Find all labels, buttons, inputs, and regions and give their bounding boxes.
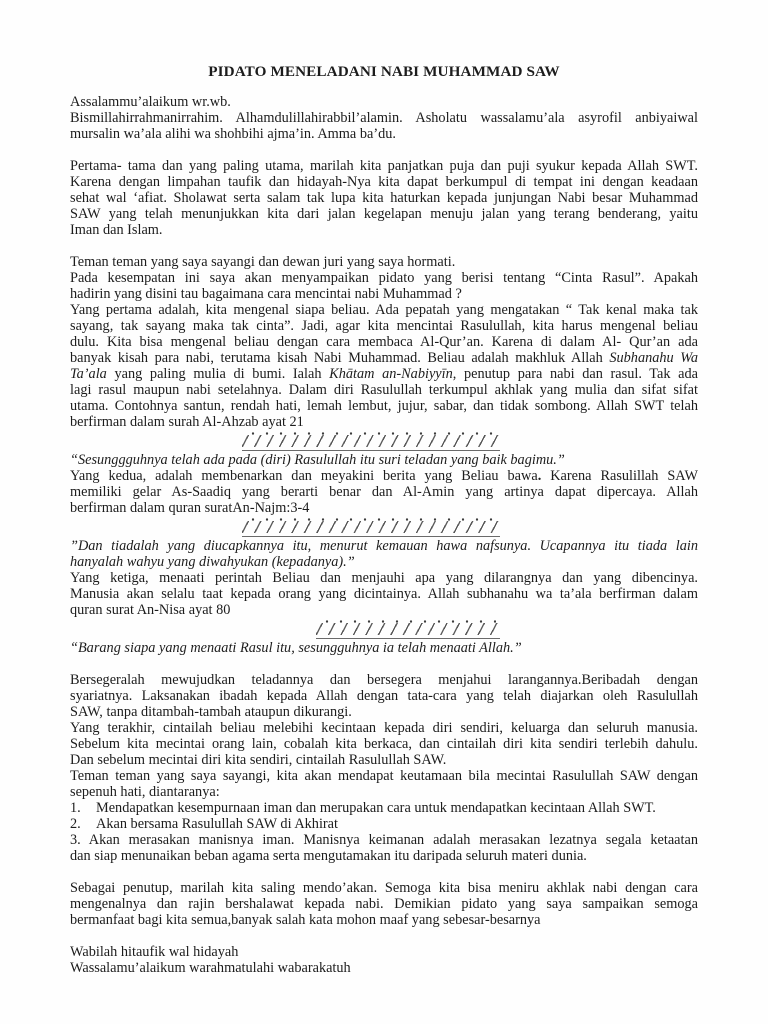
paragraph-line: syariatnya. Laksanakan ibadah kepada Allah dengan tata-cara yang telah diajarkan oleh Rasulullah bbox=[70, 688, 698, 704]
verse-row bbox=[70, 516, 698, 538]
paragraph-line: Sebelum kita mecintai orang lain, cobalah kita berkaca, dan cintailah diri kita sendiri terlebih dahulu. bbox=[70, 736, 698, 752]
paragraph-love-of-rasul bbox=[70, 254, 698, 656]
paragraph-line: quran surat An-Nisa ayat 80 bbox=[70, 602, 231, 618]
paragraph-line: berfirman dalam quran suratAn-Najm:3-4 bbox=[70, 500, 310, 516]
paragraph-line: sepenuh hati, diantaranya: bbox=[70, 784, 220, 800]
paragraph-line: Yang pertama adalah, kita mengenal siapa beliau. Ada pepatah yang mengatakan “ Tak kenal maka tak bbox=[70, 302, 698, 318]
opening-line: mursalin wa’ala alihi wa shohbihi ajma’in. Amma ba’du. bbox=[70, 126, 396, 142]
paragraph-gap bbox=[70, 142, 698, 158]
paragraph-line: Pertama- tama dan yang paling utama, marilah kita panjatkan puja dan puji syukur kepada Allah SWT. bbox=[70, 158, 698, 174]
line-text: banyak kisah para nabi, terutama kisah Nabi Muhammad. Beliau adalah makhluk Allah bbox=[70, 350, 603, 366]
paragraph-line bbox=[70, 350, 698, 366]
quote-an-najm-3-4: ”Dan tiadalah yang diucapkannya itu, menurut kemauan hawa nafsunya. Ucapannya itu tiada lain bbox=[70, 538, 698, 554]
salam-line: Assalammu’alaikum wr.wb. bbox=[70, 94, 231, 110]
verse-row bbox=[70, 430, 698, 452]
italic-term: Subhanahu Wa bbox=[609, 350, 699, 366]
list-number: 2. bbox=[70, 816, 81, 832]
quote-an-nisa-80: “Barang siapa yang menaati Rasul itu, sesungguhnya ia telah menaati Allah.” bbox=[70, 640, 522, 656]
paragraph-line: Sebagai penutup, marilah kita saling mendo’akan. Semoga kita bisa meniru akhlak nabi dengan cara bbox=[70, 880, 698, 896]
document-title: PIDATO MENELADANI NABI MUHAMMAD SAW bbox=[208, 63, 560, 80]
paragraph-line: Manusia akan selalu taat kepada orang yang dicintainya. Allah subhanahu wa ta’ala berfirman dalam bbox=[70, 586, 698, 602]
paragraph-line: utama. Contohnya santun, rendah hati, lemah lembut, jujur, sabar, dan tidak sombong. Allah SWT telah bbox=[70, 398, 698, 414]
paragraph-line: SAW yang telah menunjukkan kita dari jalan kegelapan menuju jalan yang terang benderang, yaitu bbox=[70, 206, 698, 222]
paragraph-line: sehat wal ‘afiat. Sholawat serta salam tak lupa kita haturkan kepada junjungan Nabi besar Muhammad bbox=[70, 190, 698, 206]
greeting-line: Teman teman yang saya sayangi dan dewan juri yang saya hormati. bbox=[70, 254, 456, 270]
list-text: Akan bersama Rasulullah SAW di Akhirat bbox=[96, 816, 338, 832]
paragraph-gap bbox=[70, 864, 698, 880]
paragraph-line: Dan sebelum mecintai diri kita sendiri, cintailah Rasulullah SAW. bbox=[70, 752, 447, 768]
paragraph-line bbox=[70, 468, 698, 484]
arabic-verse-an-nisa-80 bbox=[316, 620, 500, 639]
verse-row bbox=[70, 618, 698, 640]
paragraph-line: SAW, tanpa ditambah-tambah ataupun dikurangi. bbox=[70, 704, 352, 720]
line-text: , penutup para nabi dan rasul. Tak ada bbox=[452, 366, 699, 382]
list-item-2 bbox=[70, 816, 698, 832]
paragraph-line: Pada kesempatan ini saya akan menyampaikan pidato yang berisi tentang “Cinta Rasul”. Apakah bbox=[70, 270, 698, 286]
paragraph-line: sayang, tak sayang maka tak cinta”. Jadi, agar kita mencintai Rasulullah, kita harus mengenal beliau bbox=[70, 318, 698, 334]
list-item-3-continued: dan siap menunaikan beban agama serta mengutamakan itu daripada seluruh materi dunia. bbox=[70, 848, 587, 864]
paragraph-opening bbox=[70, 94, 698, 142]
paragraph-gap bbox=[70, 238, 698, 254]
arabic-verse-an-najm-3-4 bbox=[242, 518, 500, 537]
arabic-verse-al-ahzab-21 bbox=[242, 432, 500, 451]
quote-an-najm-3-4: hanyalah wahyu yang diwahyukan (kepadanya).” bbox=[70, 554, 355, 570]
paragraph-line: bermanfaat bagi kita semua,banyak salah kata mohon maaf yang sebesar-besarnya bbox=[70, 912, 541, 928]
bold-period: . bbox=[537, 468, 542, 484]
paragraph-farewell bbox=[70, 944, 698, 976]
closing-prayer: Wabilah hitaufik wal hidayah bbox=[70, 944, 239, 960]
line-text: yang paling mulia di bumi. Ialah bbox=[106, 366, 330, 382]
line-text: Yang kedua, adalah membenarkan dan meyakini berita yang Beliau bawa bbox=[70, 468, 538, 484]
paragraph-line: Karena dengan limpahan taufik dan hidayah-Nya kita dapat berkumpul di tempat ini dengan keadaan bbox=[70, 174, 698, 190]
paragraph-practice bbox=[70, 672, 698, 864]
list-text: Mendapatkan kesempurnaan iman dan merupakan cara untuk mendapatkan kecintaan Allah SWT. bbox=[96, 800, 656, 816]
paragraph-line bbox=[70, 366, 698, 382]
paragraph-line: berfirman dalam surah Al-Ahzab ayat 21 bbox=[70, 414, 304, 430]
paragraph-gap bbox=[70, 656, 698, 672]
list-item-3: 3. Akan merasakan manisnya iman. Manisnya keimanan adalah merasakan lezatnya segala ketaatan bbox=[70, 832, 698, 848]
italic-term: Ta’ala bbox=[70, 366, 107, 382]
paragraph-line: Iman dan Islam. bbox=[70, 222, 163, 238]
paragraph-closing bbox=[70, 880, 698, 928]
italic-term: Khātam an-Nabiyyīn bbox=[329, 366, 453, 382]
paragraph-line: memiliki gelar As-Saadiq yang berarti benar dan Al-Amin yang artinya dapat dipercaya. Allah bbox=[70, 484, 698, 500]
paragraph-line: dulu. Kita bisa mengenal beliau dengan cara membaca Al-Qur’an. Karena di dalam Al- Qur’an ada bbox=[70, 334, 698, 350]
paragraph-line: lagi rasul maupun nabi setelahnya. Dalam diri Rasulullah terkumpul akhlak yang mulia dan sifat sifat bbox=[70, 382, 698, 398]
paragraph-gratitude bbox=[70, 158, 698, 238]
paragraph-line: Yang ketiga, menaati perintah Beliau dan menjauhi apa yang dilarangnya dan yang dibencinya. bbox=[70, 570, 698, 586]
closing-salam: Wassalamu’alaikum warahmatulahi wabarakatuh bbox=[70, 960, 351, 976]
paragraph-line: Yang terakhir, cintailah beliau melebihi kecintaan kepada diri sendiri, keluarga dan seluruh manusia. bbox=[70, 720, 698, 736]
paragraph-line: Bersegeralah mewujudkan teladannya dan bersegera menjahui larangannya.Beribadah dengan bbox=[70, 672, 698, 688]
paragraph-line: Teman teman yang saya sayangi, kita akan mendapat keutamaan bila mecintai Rasulullah SAW dengan bbox=[70, 768, 698, 784]
line-text: Karena Rasulillah SAW bbox=[541, 468, 698, 484]
quote-al-ahzab-21: “Sesunggguhnya telah ada pada (diri) Rasulullah itu suri teladan yang baik bagimu.” bbox=[70, 452, 565, 468]
paragraph-line: hadirin yang disini tau bagaimana cara mencintai nabi Muhammad ? bbox=[70, 286, 462, 302]
paragraph-gap bbox=[70, 928, 698, 944]
list-number: 1. bbox=[70, 800, 81, 816]
opening-line: Bismillahirrahmanirrahim. Alhamdulillahirabbil’alamin. Asholatu wassalamu’ala asyrofil anbiyaiwal bbox=[70, 110, 698, 126]
list-item-1 bbox=[70, 800, 698, 816]
paragraph-line: mengenalnya dan rajin bershalawat kepada nabi. Demikian pidato yang saya sampaikan semoga bbox=[70, 896, 698, 912]
document-body bbox=[70, 94, 698, 976]
